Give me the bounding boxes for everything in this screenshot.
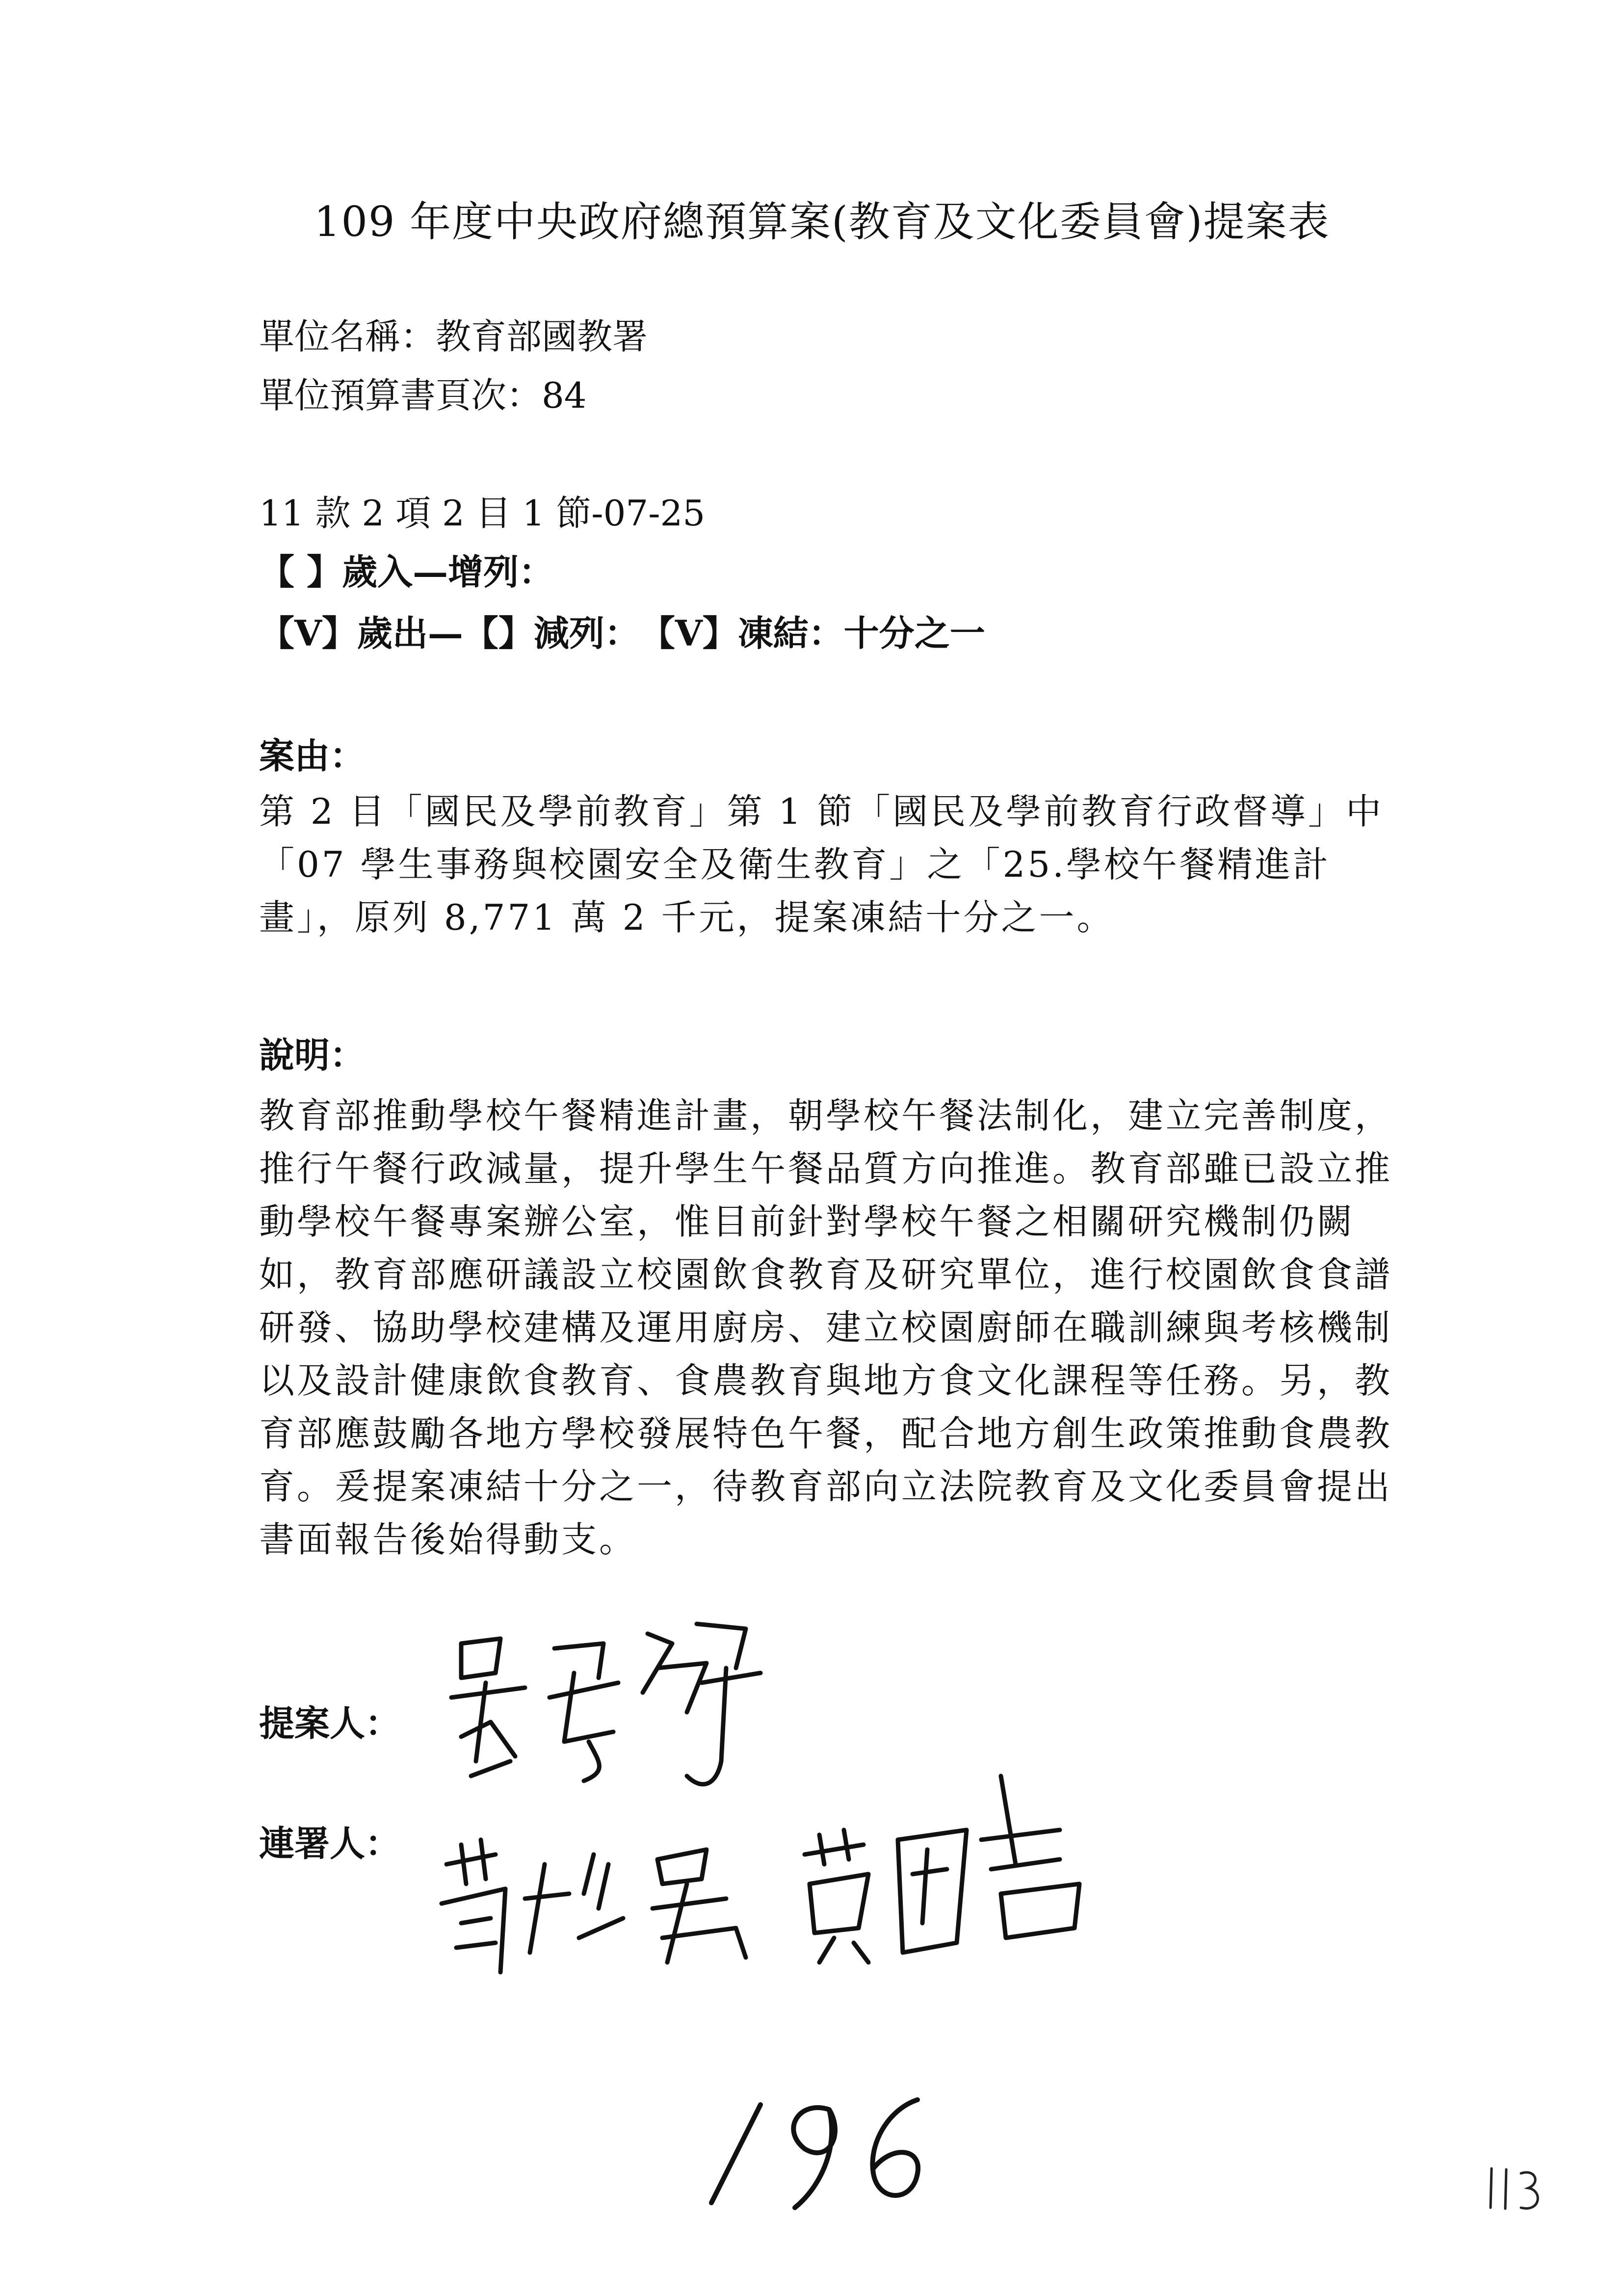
explanation-line: 教育部推動學校午餐精進計畫，朝學校午餐法制化，建立完善制度， <box>259 1095 1393 1136</box>
cosigner-signature-2 <box>785 1766 1099 1972</box>
reason-body <box>259 785 1427 944</box>
explanation-line: 育部應鼓勵各地方學校發展特色午餐，配合地方創生政策推動食農教 <box>259 1413 1393 1454</box>
expenditure-line: 【V】歲出—【】減列： 【V】凍結：十分之一 <box>259 612 985 654</box>
explanation-line: 以及設計健康飲食教育、食農教育與地方食文化課程等任務。另，教 <box>259 1360 1393 1401</box>
cosigner-label: 連署人： <box>259 1823 401 1864</box>
document-title: 109 年度中央政府總預算案(教育及文化委員會)提案表 <box>314 198 1330 246</box>
cosigner-signature-1 <box>432 1825 785 2002</box>
budget-page: 單位預算書頁次：84 <box>259 375 587 416</box>
explanation-line: 育。爰提案凍結十分之一，待教育部向立法院教育及文化委員會提出 <box>259 1466 1393 1507</box>
unit-name: 單位名稱：教育部國教署 <box>259 316 648 357</box>
proposer-label: 提案人： <box>259 1702 401 1744</box>
explanation-line: 書面報告後始得動支。 <box>259 1519 637 1560</box>
explanation-line: 研發、協助學校建構及運用廚房、建立校園廚師在職訓練與考核機制 <box>259 1307 1393 1348</box>
reason-line: 第 2 目「國民及學前教育」第 1 節「國民及學前教育行政督導」中 <box>259 791 1384 832</box>
proposer-signature <box>442 1614 795 1820</box>
reason-line: 畫」，原列 8,771 萬 2 千元，提案凍結十分之一。 <box>259 897 1115 938</box>
explanation-heading: 說明： <box>259 1034 366 1076</box>
reason-heading: 案由： <box>259 735 366 777</box>
reason-line: 「07 學生事務與校園安全及衛生教育」之「25.學校午餐精進計 <box>259 844 1331 885</box>
explanation-line: 動學校午餐專案辦公室，惟目前針對學校午餐之相關研究機制仍闕 <box>259 1201 1355 1242</box>
revenue-line: 【 】歲入—增列： <box>259 551 554 593</box>
item-code: 11 款 2 項 2 目 1 節-07-25 <box>259 493 706 534</box>
explanation-line: 如，教育部應研議設立校園飲食教育及研究單位，進行校園飲食食譜 <box>259 1254 1393 1295</box>
handwritten-page-number <box>682 2075 937 2222</box>
explanation-body <box>259 1089 1427 1566</box>
explanation-line: 推行午餐行政減量，提升學生午餐品質方向推進。教育部雖已設立推 <box>259 1148 1393 1189</box>
corner-page-number <box>1482 2159 1550 2218</box>
